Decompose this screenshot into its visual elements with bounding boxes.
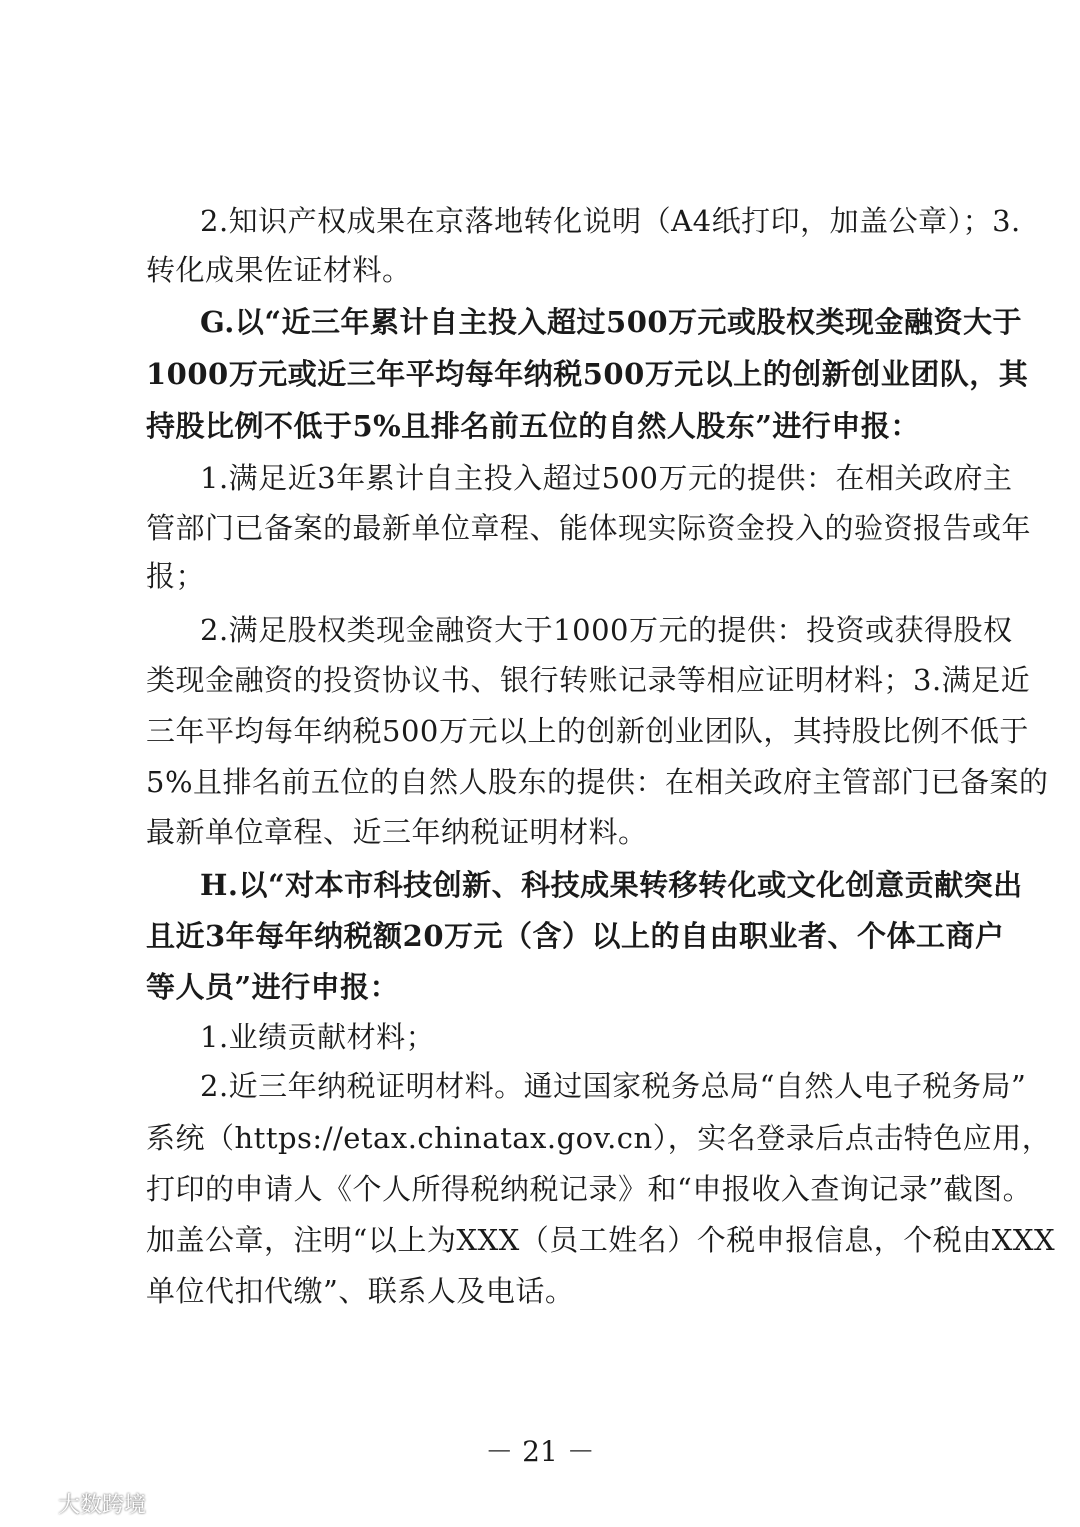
paragraph-line: 三年平均每年纳税500万元以上的创新创业团队，其持股比例不低于 <box>146 714 1029 748</box>
section-heading-line: H.以“对本市科技创新、科技成果转移转化或文化创意贡献突出 <box>200 868 1023 902</box>
paragraph-line: 2.近三年纳税证明材料。通过国家税务总局“自然人电子税务局” <box>200 1069 1027 1103</box>
paragraph-line: 2.满足股权类现金融资大于1000万元的提供：投资或获得股权 <box>200 613 1013 647</box>
section-heading-line: 等人员”进行申报： <box>146 970 400 1004</box>
paragraph-line: 管部门已备案的最新单位章程、能体现实际资金投入的验资报告或年 <box>146 511 1032 545</box>
paragraph-line: 5%且排名前五位的自然人股东的提供：在相关政府主管部门已备案的 <box>146 765 1049 799</box>
watermark <box>8 1488 146 1518</box>
paragraph-line: 1.业绩贡献材料； <box>200 1020 436 1054</box>
paragraph-line: 最新单位章程、近三年纳税证明材料。 <box>146 815 648 849</box>
paragraph-line: 转化成果佐证材料。 <box>146 253 412 287</box>
paragraph-line: 2.知识产权成果在京落地转化说明（A4纸打印，加盖公章）；3. <box>200 204 1021 238</box>
page-number: － 21 － <box>485 1435 595 1468</box>
section-heading-line: G.以“近三年累计自主投入超过500万元或股权类现金融资大于 <box>200 305 1023 339</box>
paragraph-line: 类现金融资的投资协议书、银行转账记录等相应证明材料；3.满足近 <box>146 663 1031 697</box>
paragraph-line: 打印的申请人《个人所得税纳税记录》和“申报收入查询记录”截图。 <box>146 1172 1033 1206</box>
section-heading-line: 且近3年每年纳税额20万元（含）以上的自由职业者、个体工商户 <box>146 919 1005 953</box>
paragraph-line: 报； <box>146 559 206 593</box>
paragraph-line: 系统（https://etax.chinatax.gov.cn），实名登录后点击特色应用， <box>146 1121 1052 1155</box>
watermark-text: 大数跨境 <box>58 1492 147 1518</box>
brand-logo-icon <box>8 1491 52 1515</box>
section-heading-line: 1000万元或近三年平均每年纳税500万元以上的创新创业团队，其 <box>146 357 1029 391</box>
paragraph-line: 1.满足近3年累计自主投入超过500万元的提供：在相关政府主 <box>200 461 1013 495</box>
section-heading-line: 持股比例不低于5%且排名前五位的自然人股东”进行申报： <box>146 409 920 443</box>
paragraph-line: 加盖公章，注明“以上为XXX（员工姓名）个税申报信息，个税由XXX <box>146 1223 1056 1257</box>
paragraph-line: 单位代扣代缴”、联系人及电话。 <box>146 1274 575 1308</box>
